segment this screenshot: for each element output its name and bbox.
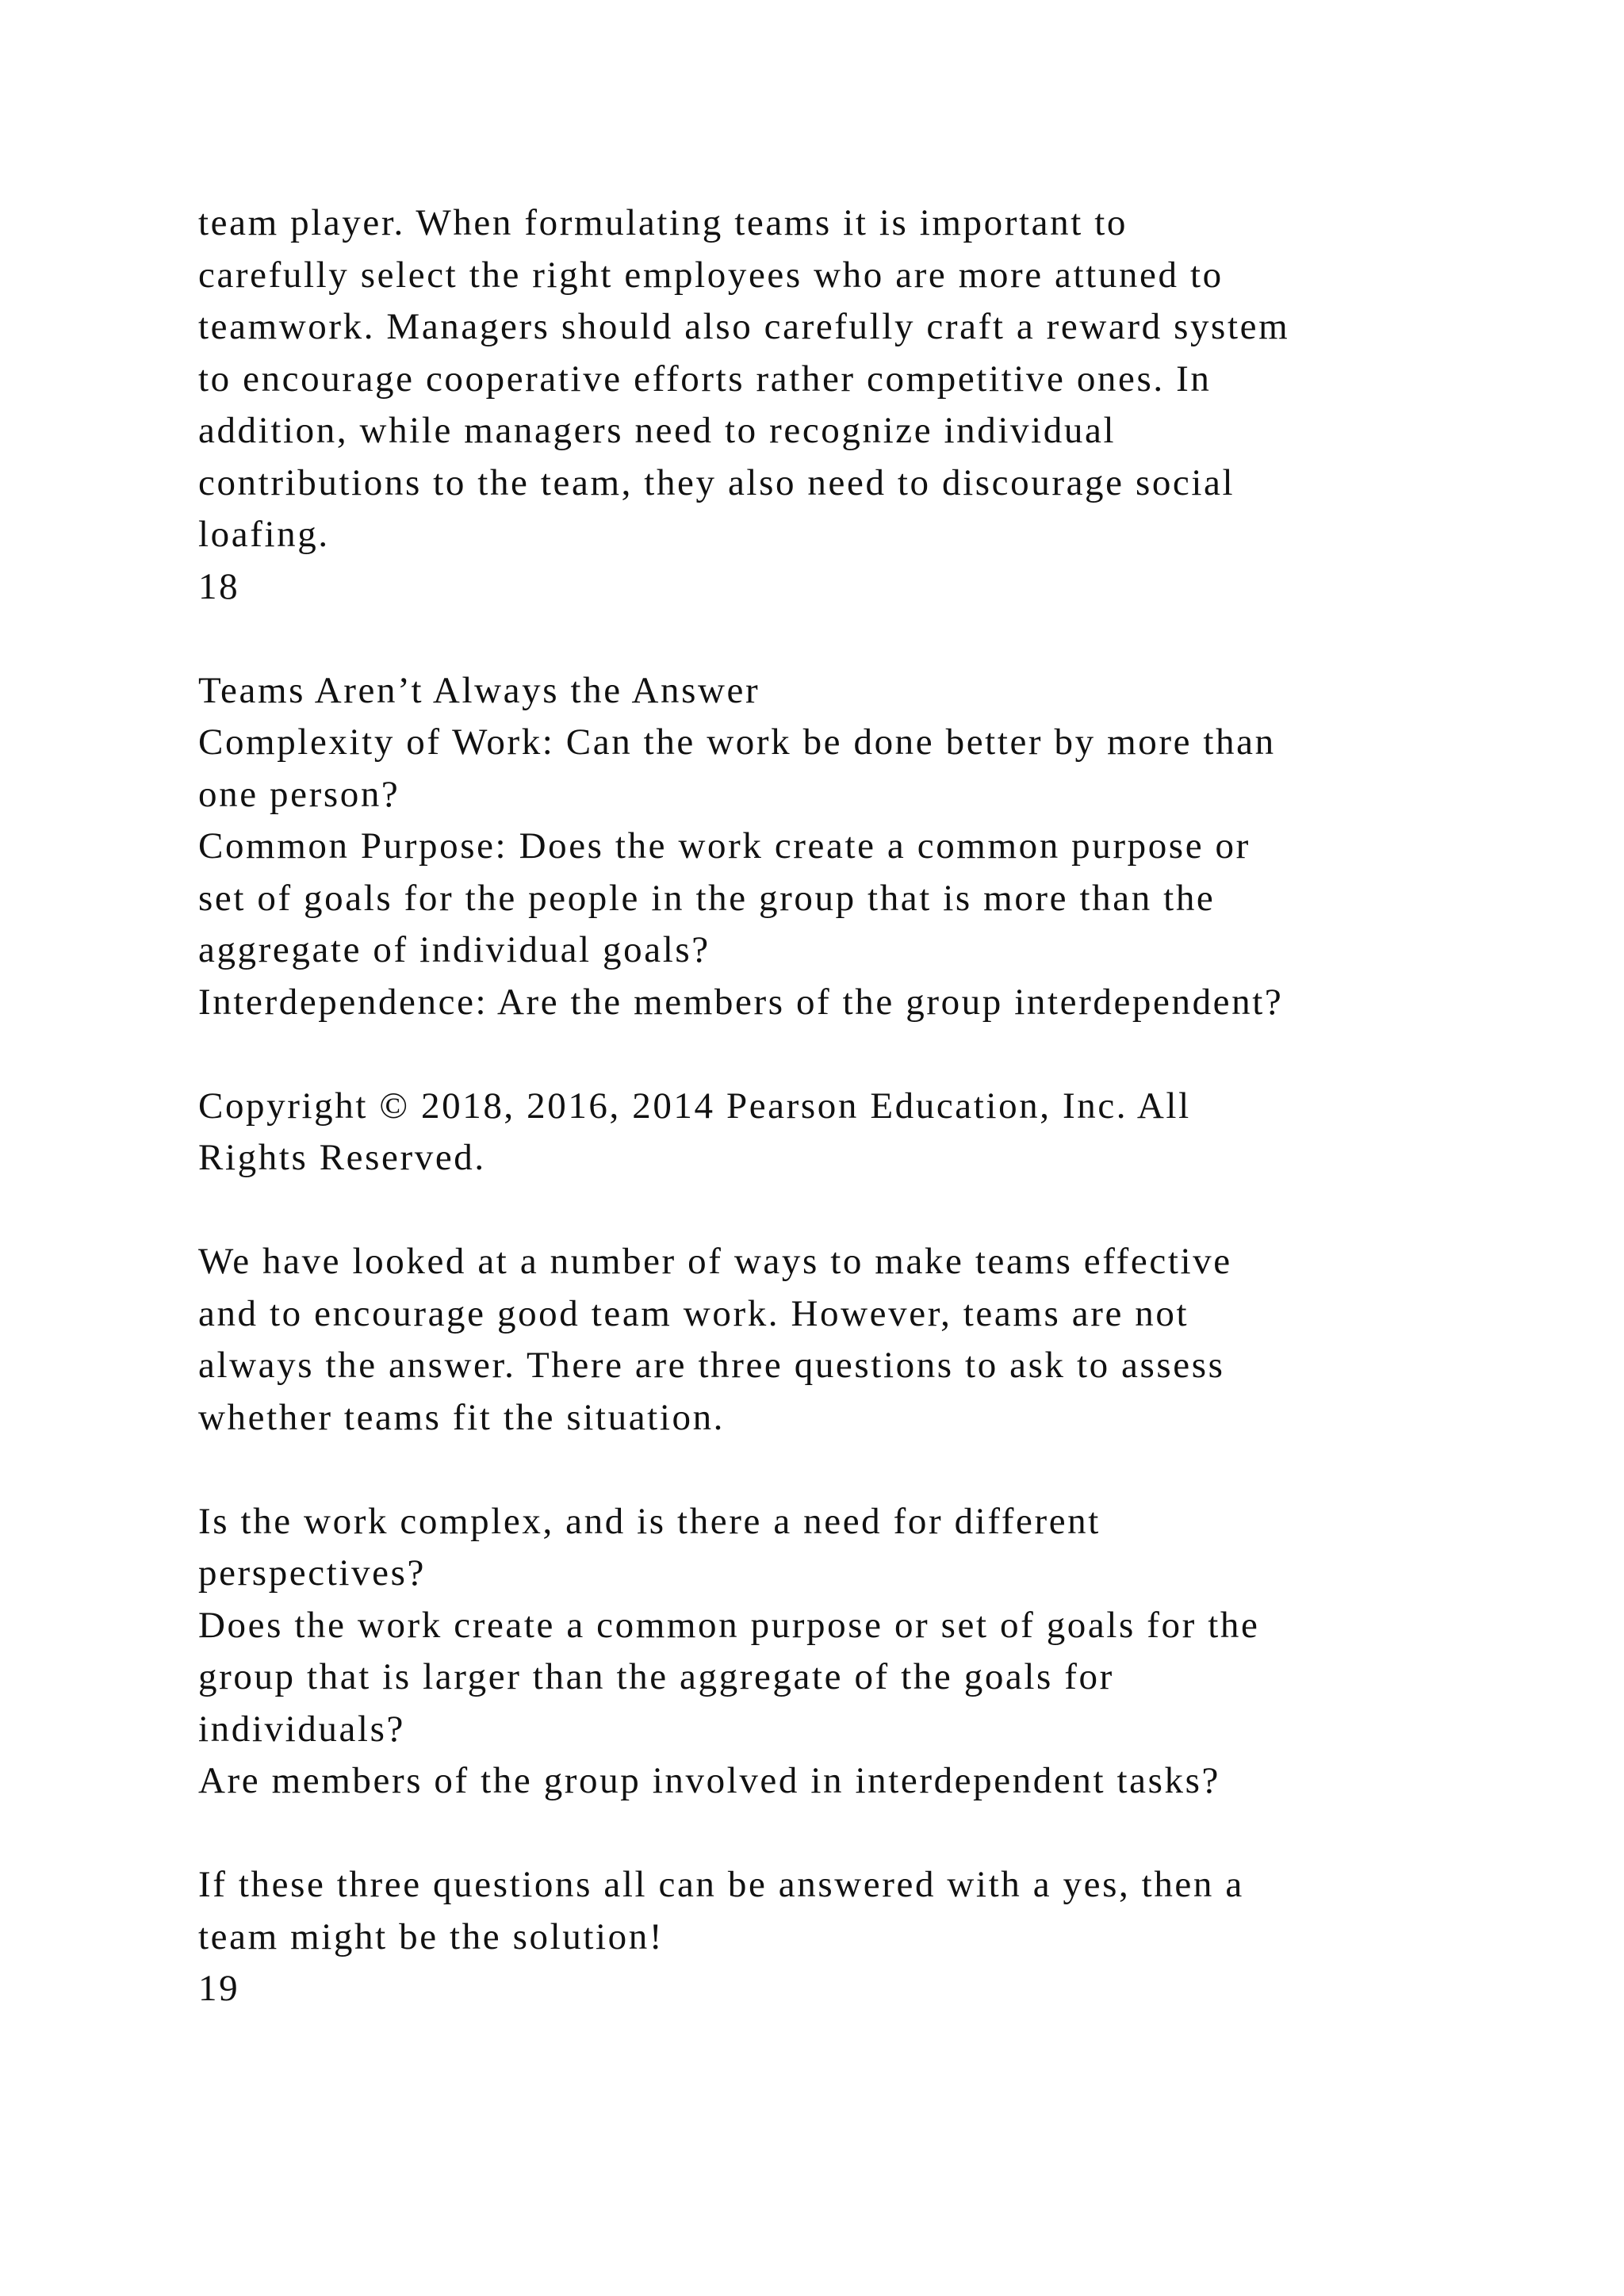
text-line: Are members of the group involved in interdependent tasks? [198,1760,1220,1801]
text-line: Complexity of Work: Can the work be done better by more than [198,721,1276,763]
text-line: addition, while managers need to recognize individual [198,410,1116,451]
text-line: always the answer. There are three questions to ask to assess [198,1345,1225,1386]
text-line: Does the work create a common purpose or set of goals for the [198,1604,1260,1646]
copyright-line: Rights Reserved. [198,1137,486,1178]
section-heading: Teams Aren’t Always the Answer [198,669,760,711]
text-line: contributions to the team, they also need to discourage social [198,461,1235,503]
text-line: whether teams fit the situation. [198,1396,726,1438]
text-line: perspectives? [198,1552,426,1594]
text-line: Common Purpose: Does the work create a common purpose or [198,825,1251,867]
page-number: 18 [198,565,240,607]
text-line: team player. When formulating teams it is important to [198,202,1128,243]
text-line: aggregate of individual goals? [198,929,710,970]
text-line: We have looked at a number of ways to make teams effective [198,1241,1232,1282]
copyright-line: Copyright © 2018, 2016, 2014 Pearson Education, Inc. All [198,1085,1191,1127]
text-line: Is the work complex, and is there a need for different [198,1500,1101,1542]
document-text [198,197,1546,2015]
text-line: carefully select the right employees who are more attuned to [198,254,1224,296]
text-line: Interdependence: Are the members of the group interdependent? [198,981,1284,1023]
blank-line [198,1808,1546,1860]
text-line: to encourage cooperative efforts rather competitive ones. In [198,358,1212,400]
text-line: and to encourage good team work. However, teams are not [198,1292,1189,1334]
text-line: set of goals for the people in the group that is more than the [198,877,1216,919]
blank-line [198,1184,1546,1237]
text-line: If these three questions all can be answered with a yes, then a [198,1864,1244,1905]
text-line: loafing. [198,514,330,555]
page-number: 19 [198,1968,240,2009]
text-line: team might be the solution! [198,1915,665,1957]
text-line: group that is larger than the aggregate of the goals for [198,1656,1114,1697]
text-line: individuals? [198,1708,405,1750]
blank-line [198,1028,1546,1081]
text-line: teamwork. Managers should also carefully craft a reward system [198,306,1290,347]
text-line: one person? [198,773,400,815]
blank-line [198,613,1546,665]
blank-line [198,1444,1546,1496]
